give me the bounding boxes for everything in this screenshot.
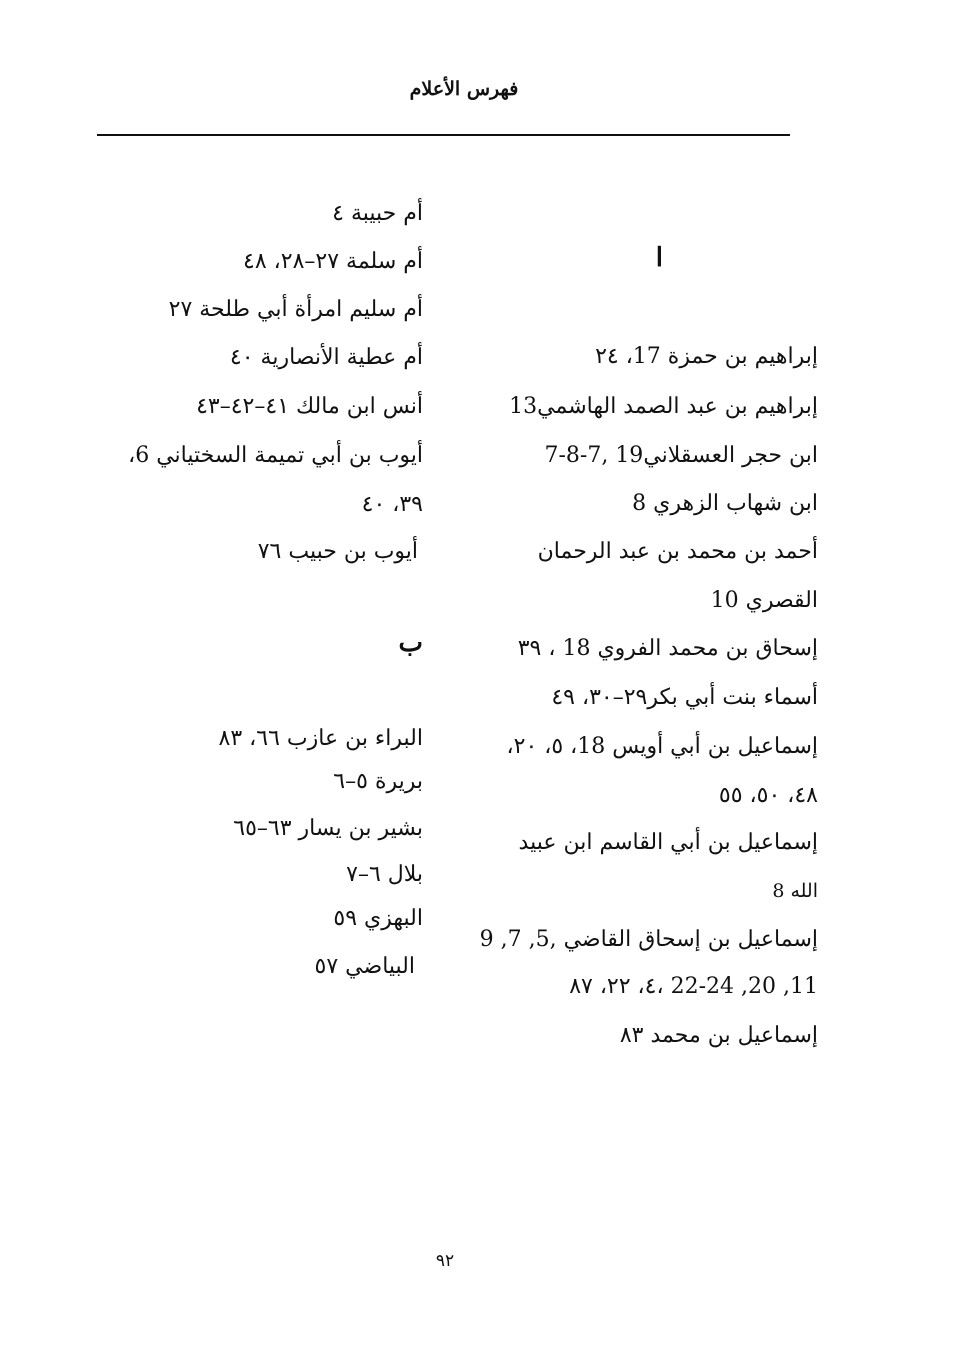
index-entry: إسماعيل بن أبي القاسم ابن عبيد [518,830,818,855]
index-entry: إسماعيل بن إسحاق القاضي ,5, 7, 9 [479,927,818,952]
index-entry: أسماء بنت أبي بكر٢٩–٣٠، ٤٩ [551,685,818,710]
index-entry: القصري 10 [710,588,818,613]
left-index-column [63,0,423,1370]
index-entry: البهزي ٥٩ [333,906,423,931]
index-entry: ابن حجر العسقلاني19 ,7-8-7 [544,443,818,468]
index-entry: إسماعيل بن أبي أويس 18، ٥، ٢٠، [506,734,818,759]
index-entry: ٣٩، ٤٠ [361,492,423,517]
index-entry: بريرة ٥–٦ [333,769,423,794]
right-index-column [458,0,818,1370]
index-entry: أحمد بن محمد بن عبد الرحمان [537,539,818,564]
section-letter-ba: ب [398,628,423,658]
index-entry: أنس ابن مالك ٤١–٤٢–٤٣ [196,394,423,419]
index-entry: أم سليم امرأة أبي طلحة ٢٧ [168,297,423,322]
index-entry: ابن شهاب الزهري 8 [632,491,818,516]
index-entry: أم حبيبة ٤ [332,201,423,226]
index-entry: إبراهيم بن حمزة 17، ٢٤ [595,344,818,369]
index-entry: إبراهيم بن عبد الصمد الهاشمي13 [509,394,818,419]
section-letter-alif: ا [655,243,663,273]
index-entry: 11, 20, 22-24 ،٤، ٢٢، ٨٧ [569,974,818,999]
index-entry: أيوب بن أبي تميمة السختياني 6، [128,443,423,468]
index-entry: البياضي ٥٧ [314,954,415,979]
index-entry: بلال ٦–٧ [346,862,423,887]
index-entry: أم سلمة ٢٧–٢٨، ٤٨ [243,249,423,274]
index-entry: ٤٨، ٥٠، ٥٥ [718,783,818,808]
index-entry: البراء بن عازب ٦٦، ٨٣ [218,726,423,751]
index-entry: الله 8 [772,880,818,902]
index-entry: إسماعيل بن محمد ٨٣ [619,1023,818,1048]
index-entry: إسحاق بن محمد الفروي 18 ، ٣٩ [517,636,818,661]
page-number: ٩٢ [435,1251,455,1271]
page-header-title: فهرس الأعلام [409,78,519,100]
index-entry: أيوب بن حبيب ٧٦ [257,539,418,564]
index-entry: أم عطية الأنصارية ٤٠ [229,345,423,370]
index-entry: بشير بن يسار ٦٣–٦٥ [233,816,423,841]
